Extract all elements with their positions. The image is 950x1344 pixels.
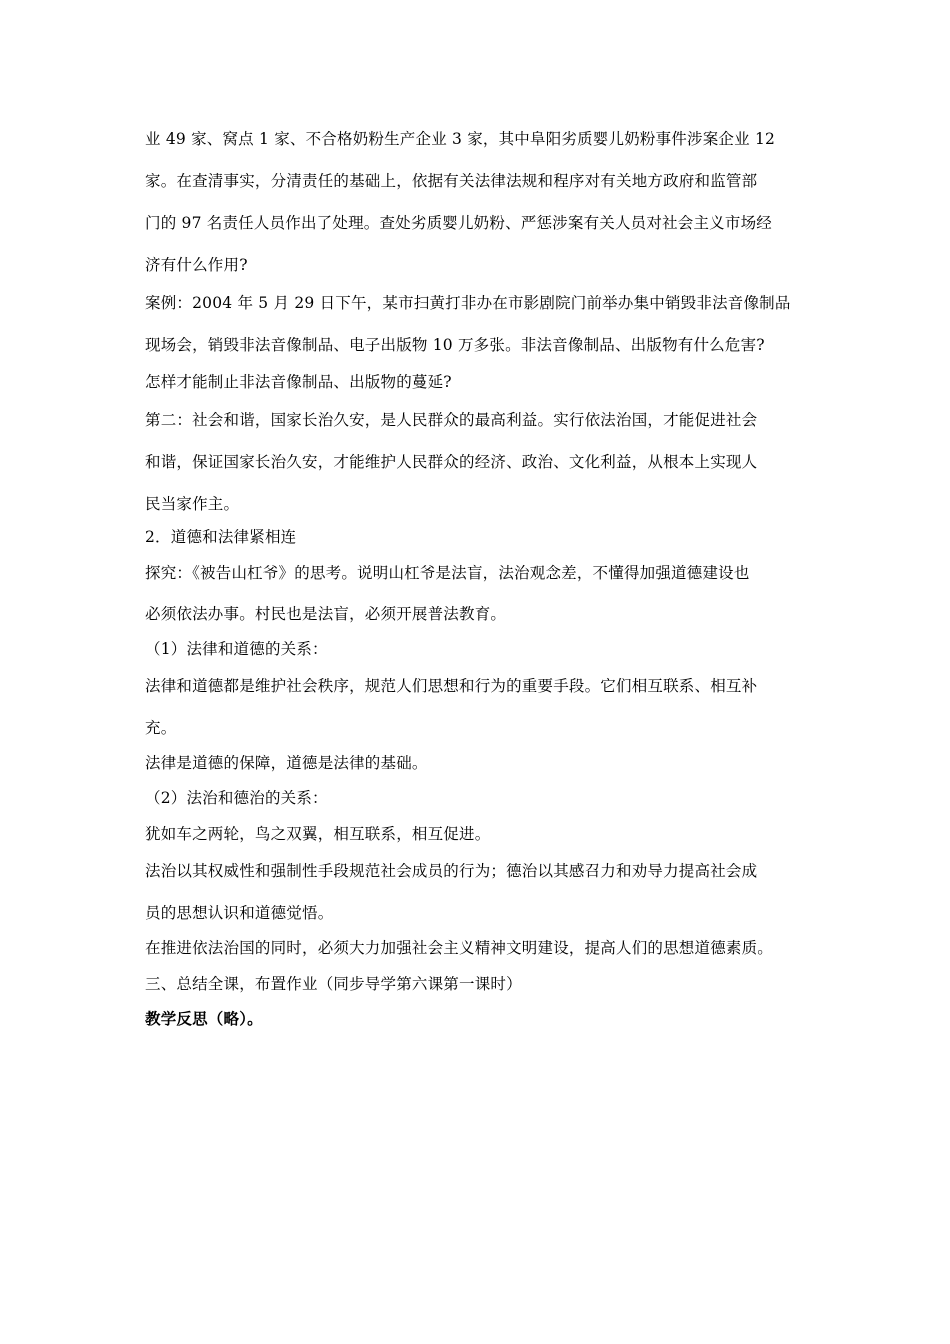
text-line: 怎样才能制止非法音像制品、出版物的蔓延?: [145, 373, 452, 391]
text-line: 在推进依法治国的同时，必须大力加强社会主义精神文明建设，提高人们的思想道德素质。: [145, 939, 774, 957]
text-line: 充。: [145, 719, 177, 737]
text-line: 第二：社会和谐，国家长治久安，是人民群众的最高利益。实行依法治国，才能促进社会: [145, 411, 758, 429]
text-line: 探究：《被告山杠爷》的思考。说明山杠爷是法盲，法治观念差，不懂得加强道德建设也: [145, 564, 750, 582]
text-line: 法律和道德都是维护社会秩序，规范人们思想和行为的重要手段。它们相互联系、相互补: [145, 677, 758, 695]
text-line: 法治以其权威性和强制性手段规范社会成员的行为；德治以其感召力和劝导力提高社会成: [145, 862, 758, 880]
text-line: 员的思想认识和道德觉悟。: [145, 904, 334, 922]
text-line: 门的 97 名责任人员作出了处理。查处劣质婴儿奶粉、严惩涉案有关人员对社会主义市场经: [145, 214, 772, 232]
text-line: 家。在查清事实，分清责任的基础上，依据有关法律法规和程序对有关地方政府和监管部: [145, 172, 758, 190]
text-line: 现场会，销毁非法音像制品、电子出版物 10 万多张。非法音像制品、出版物有什么危害?: [145, 336, 765, 354]
text-line: 业 49 家、窝点 1 家、不合格奶粉生产企业 3 家，其中阜阳劣质婴儿奶粉事件涉案企业 12: [145, 130, 776, 148]
text-line: 民当家作主。: [145, 495, 240, 513]
text-line: 法律是道德的保障，道德是法律的基础。: [145, 754, 428, 772]
text-line: 济有什么作用?: [145, 256, 248, 274]
section-heading: 2．道德和法律紧相连: [145, 528, 297, 546]
text-line: 和谐，保证国家长治久安，才能维护人民群众的经济、政治、文化利益，从根本上实现人: [145, 453, 758, 471]
text-line: 三、总结全课，布置作业（同步导学第六课第一课时）: [145, 975, 522, 993]
teaching-reflection: 教学反思（略）。: [145, 1009, 263, 1028]
text-line: 必须依法办事。村民也是法盲，必须开展普法教育。: [145, 605, 507, 623]
sub-heading: （1）法律和道德的关系：: [145, 640, 328, 658]
sub-heading: （2）法治和德治的关系：: [145, 789, 328, 807]
text-line: 犹如车之两轮，鸟之双翼，相互联系，相互促进。: [145, 825, 491, 843]
text-line: 案例：2004 年 5 月 29 日下午，某市扫黄打非办在市影剧院门前举办集中销毁非法音像制品: [145, 294, 791, 312]
